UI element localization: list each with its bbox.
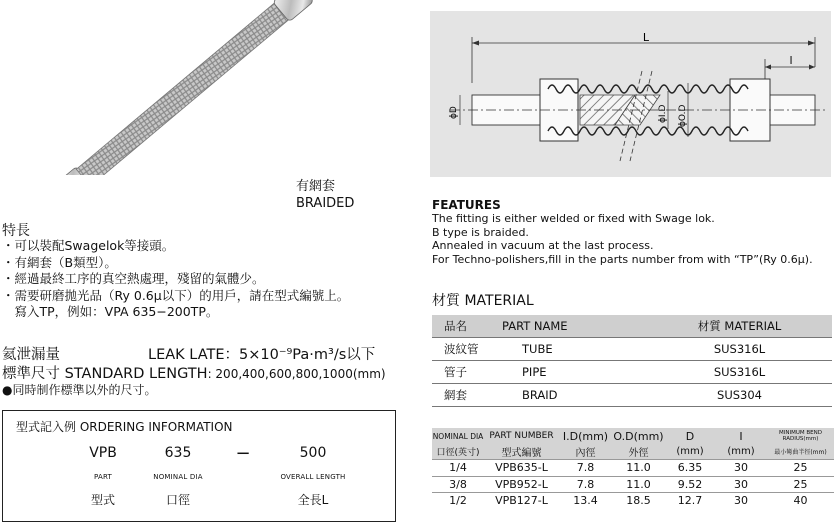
spec-hdr: 外徑: [612, 444, 665, 460]
spec-row: [432, 476, 834, 493]
order-length-jp: 全長L: [297, 493, 329, 507]
std-values: : 200,400,600,800,1000(mm): [207, 367, 386, 381]
spec-hdr: O.D(mm): [613, 429, 664, 443]
features-en-title: FEATURES: [432, 198, 501, 212]
leak-label-jp: 氦泄漏量: [2, 347, 60, 363]
spec-hdr: I: [715, 428, 767, 444]
mat-hdr-jp: 品名: [432, 315, 496, 338]
spec-hdr: 型式編號: [484, 444, 559, 460]
material-row: [432, 361, 832, 384]
spec-cell: 6.35: [677, 461, 703, 475]
feature-jp-item: ・需要研磨拋光品（Ry 0.6μ以下）的用戶，請在型式編號上。: [2, 287, 350, 303]
features-en-list: [432, 212, 837, 266]
spec-cell: 11.0: [626, 477, 651, 491]
mat-cell-jp: 波紋管: [444, 342, 479, 356]
spec-cell: 30: [734, 461, 748, 475]
spec-hdr: MINIMUM BEND RADIUS(mm): [767, 428, 834, 444]
spec-hdr: 內徑: [559, 444, 612, 460]
braided-jp: 有網套: [296, 179, 336, 194]
mat-hdr-en: PART NAME: [496, 315, 647, 338]
spec-header-row: [432, 428, 834, 444]
material-row: [432, 338, 832, 361]
order-nominal: 635: [164, 445, 192, 461]
std-label-jp: 標準尺寸: [2, 366, 60, 382]
spec-cell: 11.0: [626, 461, 651, 475]
spec-cell: 7.8: [576, 461, 595, 475]
order-part-jp: 型式: [90, 493, 115, 507]
features-jp-title: 特長: [2, 223, 30, 239]
label-ID: ϕI.D: [658, 104, 668, 123]
spec-hdr: I.D(mm): [559, 428, 612, 444]
feature-en-line: The fitting is either welded or fixed with Swage lok.: [432, 212, 715, 225]
spec-hdr: (mm): [715, 444, 767, 460]
feature-jp-item: ・經過最終工序的真空熱處理，殘留的氣體少。: [2, 271, 265, 286]
ordering-title: 型式記入例 ORDERING INFORMATION: [16, 420, 233, 434]
spec-cell: 1/2: [449, 494, 467, 508]
spec-row: [432, 460, 834, 477]
feature-en-line: Annealed in vacuum at the last process.: [432, 239, 654, 252]
mat-cell-mat: SUS316L: [713, 342, 766, 356]
braided-en: BRAIDED: [296, 196, 355, 211]
spec-cell: 12.7: [677, 494, 703, 508]
mat-cell-en: BRAID: [522, 388, 558, 402]
spec-cell: 3/8: [449, 477, 467, 491]
spec-cell: 7.8: [576, 477, 595, 491]
mat-cell-mat: SUS316L: [713, 365, 766, 379]
label-l: l: [789, 54, 793, 67]
spec-cell: 1/4: [449, 461, 467, 475]
spec-cell: 25: [793, 461, 808, 475]
mat-cell-jp: 管子: [444, 365, 467, 379]
material-title: 材質 MATERIAL: [432, 293, 534, 309]
braided-hose-image: [0, 0, 395, 175]
spec-row: [432, 493, 834, 509]
spec-cell: VPB127-L: [495, 494, 548, 508]
spec-cell: 25: [793, 477, 808, 491]
standard-length: [2, 362, 386, 383]
spec-hdr: 最小彎曲半徑(mm): [767, 444, 834, 460]
spec-cell: 30: [734, 477, 748, 491]
feature-jp-item: ・有網套（B類型）。: [2, 254, 117, 270]
material-header-row: [432, 315, 832, 338]
feature-jp-item: ・可以裝配Swagelok等接頭。: [2, 238, 175, 253]
spec-cell: 40: [793, 494, 808, 508]
order-length-en: OVERALL LENGTH: [280, 473, 346, 481]
order-length: 500: [299, 445, 327, 461]
mat-cell-jp: 網套: [444, 388, 467, 402]
spec-cell: VPB952-L: [495, 477, 548, 491]
feature-en-line: For Techno-polishers,fill in the parts number from with “TP”(Ry 0.6μ).: [432, 252, 813, 266]
order-nominal-jp: 口徑: [165, 493, 190, 507]
spec-hdr: NOMINAL DIA: [432, 428, 484, 444]
mat-cell-en: TUBE: [522, 342, 553, 356]
spec-table: [432, 428, 834, 509]
feature-jp-item: 寫入TP，例如：VPA 635−200TP。: [2, 304, 219, 319]
order-part-en: PART: [94, 473, 112, 481]
spec-hdr: PART NUMBER: [484, 428, 559, 444]
label-D: ϕD: [449, 106, 459, 119]
leak-value-group: [148, 343, 375, 364]
spec-cell: VPB635-L: [495, 461, 548, 475]
feature-en-line: B type is braided.: [432, 225, 529, 239]
mat-cell-en: PIPE: [522, 365, 547, 379]
leak-rate: [2, 343, 392, 364]
spec-cell: 30: [734, 494, 748, 508]
spec-hdr: 口徑(英寸): [432, 444, 484, 460]
spec-cell: 9.52: [677, 477, 703, 491]
mat-cell-mat: SUS304: [717, 388, 762, 402]
std-note: ●同時制作標準以外的尺寸。: [2, 383, 157, 397]
order-dash: −: [235, 443, 251, 464]
dimension-drawing: [430, 11, 831, 177]
label-OD: ϕO.D: [678, 104, 688, 127]
material-row: [432, 384, 832, 407]
features-jp-list: [2, 238, 412, 321]
label-L: L: [642, 31, 650, 44]
dimension-diagram: [430, 11, 831, 177]
spec-header-row-2: [432, 444, 834, 460]
spec-cell: 18.5: [626, 494, 651, 508]
leak-value: ：5×10⁻⁹Pa·m³/s以下: [224, 347, 376, 363]
spec-hdr: D: [665, 428, 715, 444]
material-table: [432, 315, 832, 407]
order-part: VPB: [89, 445, 117, 461]
ordering-info-box: [2, 410, 396, 522]
braided-caption: [296, 178, 354, 212]
spec-cell: 13.4: [573, 494, 598, 508]
spec-hdr: (mm): [665, 444, 715, 460]
std-label-en: STANDARD LENGTH: [64, 366, 208, 382]
order-nominal-en: NOMINAL DIA: [153, 473, 203, 481]
leak-label-en: LEAK LATE: [148, 347, 225, 363]
mat-hdr-mat: 材質 MATERIAL: [647, 315, 832, 338]
